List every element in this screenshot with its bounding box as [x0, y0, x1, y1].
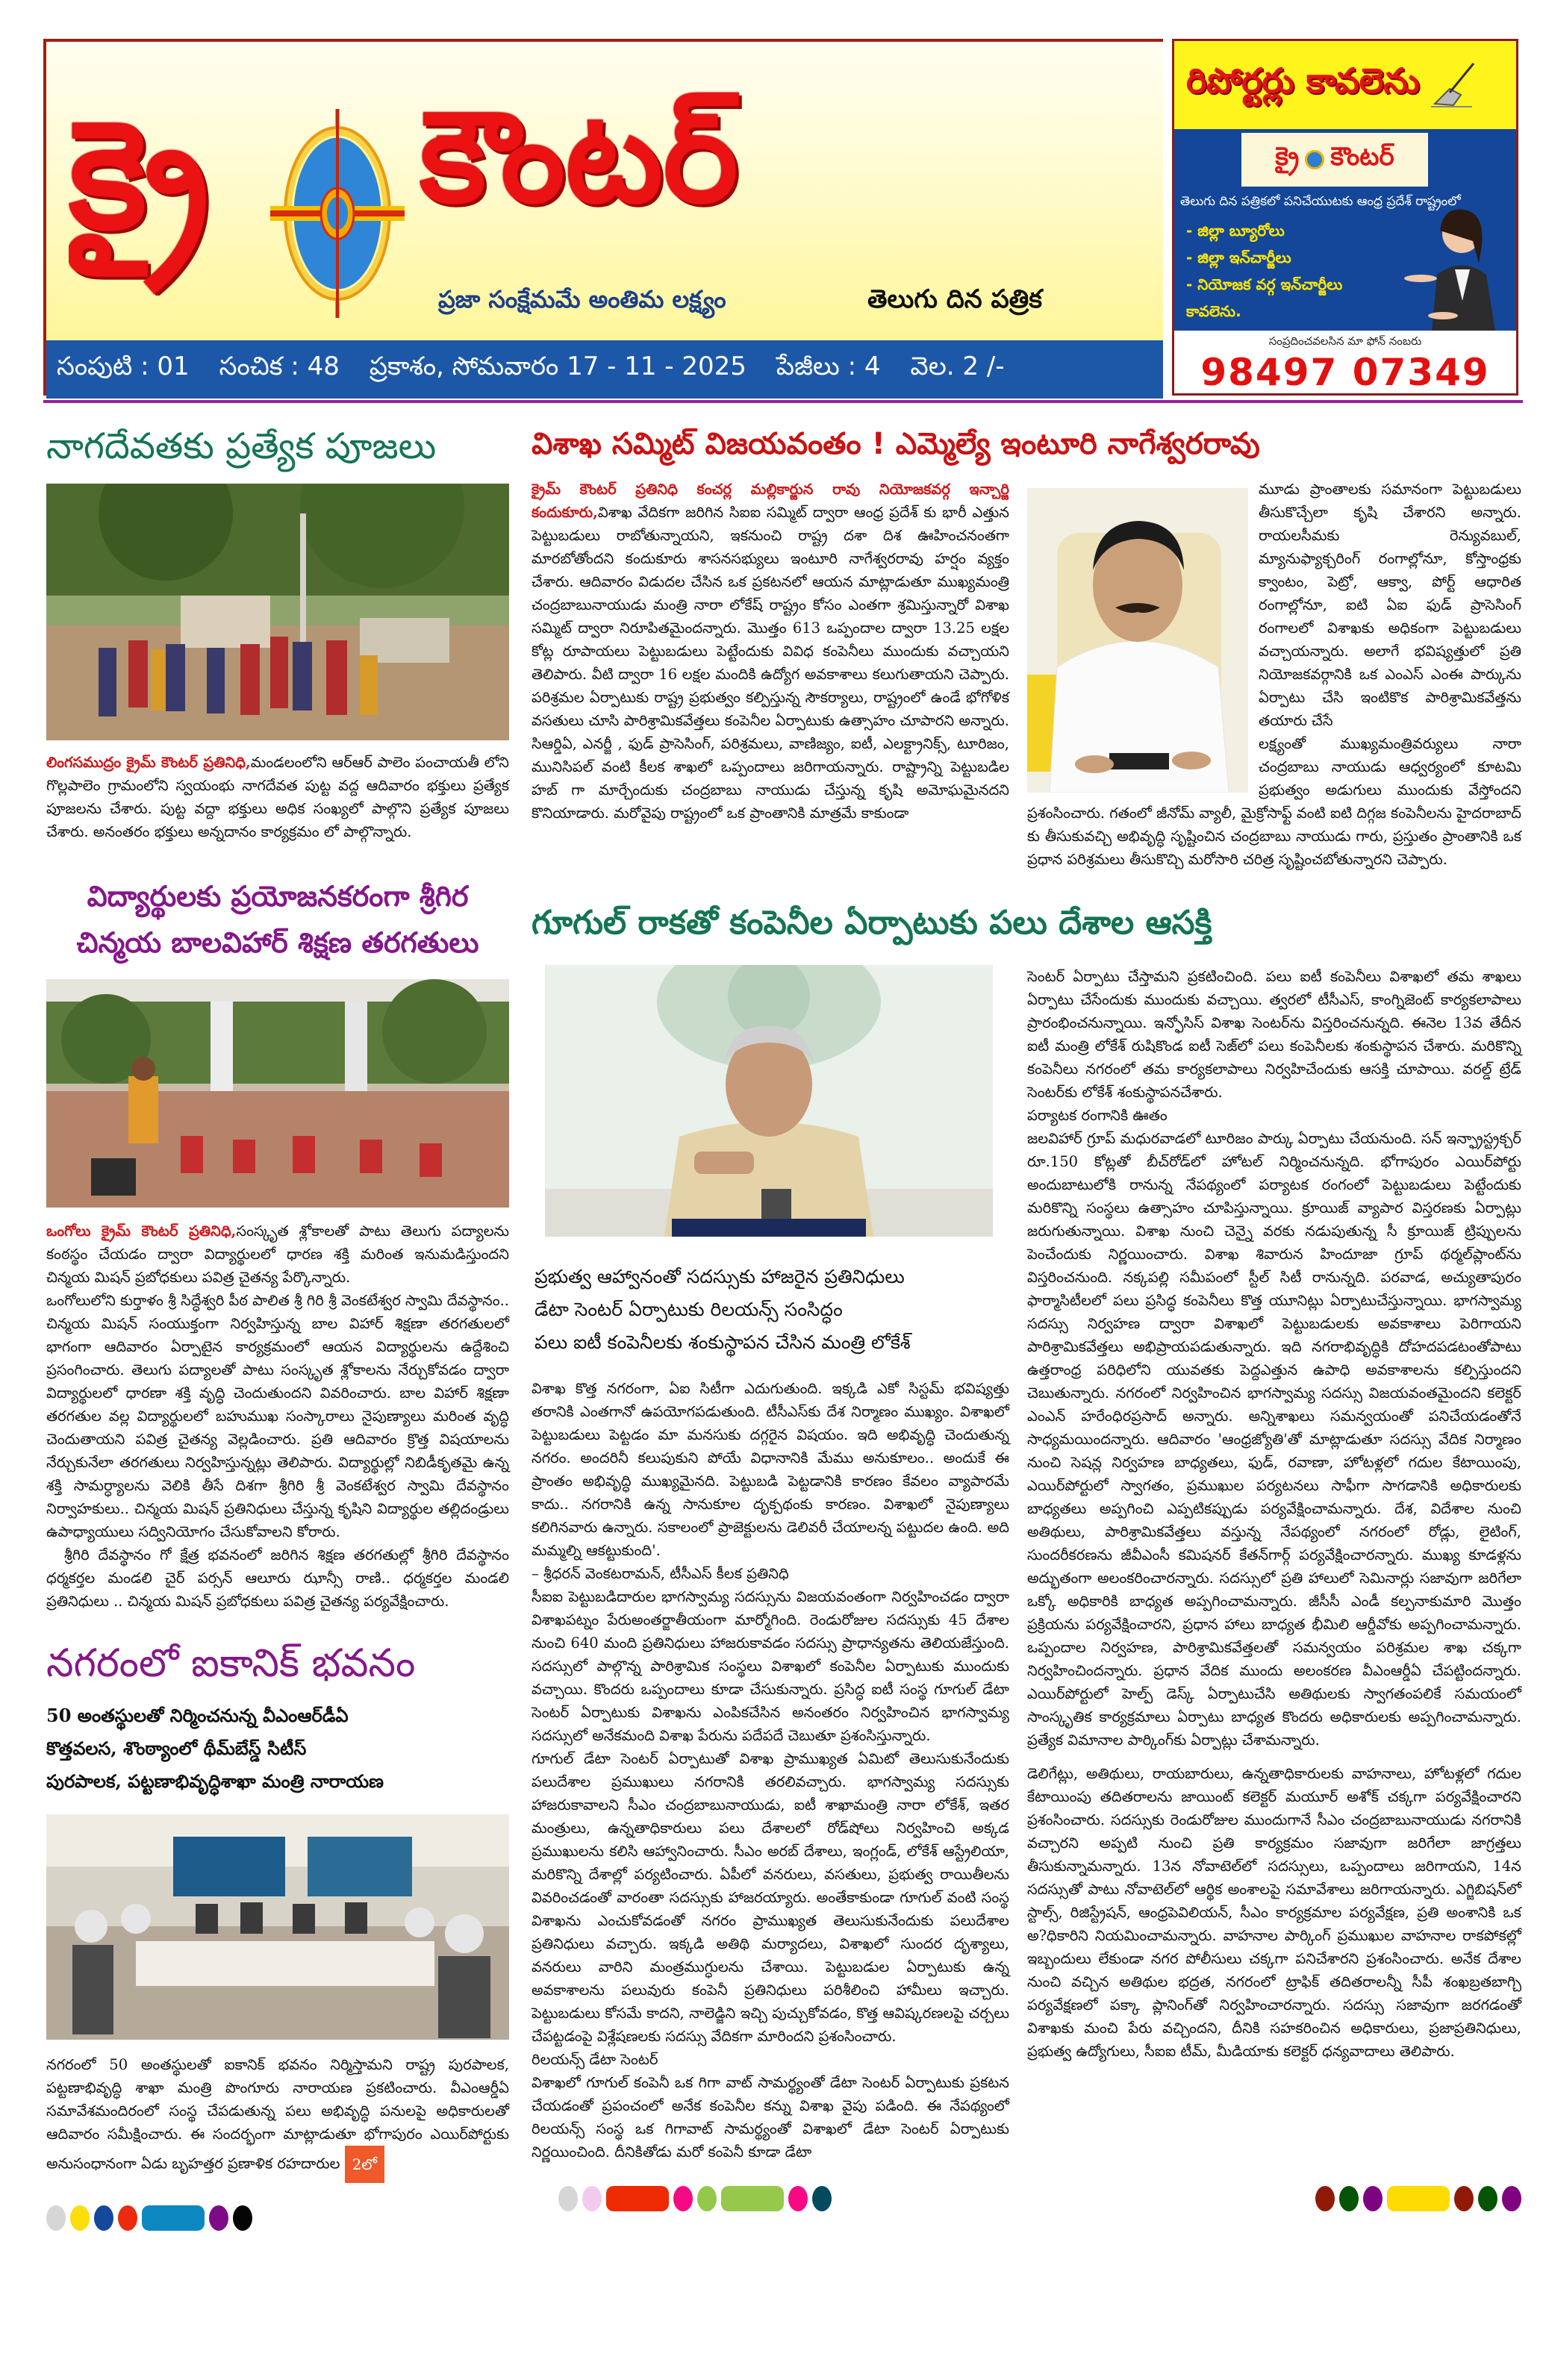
right-news-area: [532, 418, 1521, 2211]
google-subhead: డేటా సెంటర్ ఏర్పాటుకు రిలయన్స్ సంసిద్ధం: [534, 1299, 843, 1320]
iconic-subhead: పురపాలక, పట్టణాభివృద్ధిశాఖా మంత్రి నారాయణ: [46, 1770, 384, 1792]
hand-writing-pen-icon: [1427, 59, 1480, 111]
color-swatch: [118, 2205, 137, 2231]
crosshair-emblem-icon: [270, 109, 405, 318]
ad-position-item: కావలెను.: [1186, 302, 1241, 320]
ad-title: రిపోర్టర్లు కావలెను: [1186, 60, 1420, 101]
iconic-article-body: [46, 2053, 509, 2183]
google-body-paragraph-2: గూగుల్ డేటా సెంటర్ ఏర్పాటుతో విశాఖ ప్రాముఖ్యత ఏమిటో తెలుసుకునేందుకు పలుదేశాల ప్రముఖులు నగరానికి తరలివచ్చారు. భాగస్వామ్య సదస్సుకు హాజరుకావాలని సీఎం చంద్రబాబునాయుడు, ఐటీ శాఖామంత్రి నారా లోకేశ్, ఇతర మంత్రులు, ఉన్నతాధికారులు పలు దేశాలలో రోడ్‌షోలు నిర్వహించి అక్కడ ప్రముఖులను కలిసి ఆహ్వానించారు. సీఎం అరబ్ దేశాలు, ఇంగ్లండ్, లోకేశ్ ఆస్ట్రేలియా, మరికొన్ని దేశాల్లో పర్యటించారు. ఏపీలో వనరులు, వసతులు, ప్రభుత్వ రాయితీలను వివరించడంతో వారంతా సదస్సుకు హాజరయ్యారు. అంతేకాకుండా గూగుల్ వంటి సంస్థ విశాఖను ఎంచుకోవడంతో నగరం ప్రాముఖ్యత తెలుసుకునేందుకు పలుదేశాల ప్రతినిధులు వచ్చారు. ఇక్కడి అతిథి మర్యాదలు, విశాఖలో సుందర దృశ్యాలు, వనరులు వారిని మంత్రముగ్ధులను చేశాయి. పెట్టుబడుల ఏర్పాటుకు ఉన్న అవకాశాలను పలువురు కంపెనీ ప్రతినిధులు పరిశీలించి హామీలు ఇచ్చారు. పెట్టుబడులు కోసమే కాదని, నాలెడ్జిని ఇచ్చి పుచ్చుకోవడం, కొత్త ఆవిష్కరణలపై చర్చలు చేపట్టడంపై విశ్లేషణలకు సదస్సు వేదికగా మారిందని ప్రశంసించారు.: [532, 1750, 1009, 2045]
summit-article: [532, 478, 1521, 871]
color-swatch: [1315, 2186, 1335, 2211]
ad-logo-text-counter: కౌంటర్: [1330, 142, 1394, 172]
ad-position-item: - జిల్లా ఇన్‌చార్జీలు: [1186, 249, 1291, 266]
chinmaya-headline-line2: చిన్మయ బాలవిహార్ శిక్షణ తరగతులు: [76, 926, 479, 959]
reporters-wanted-ad: [1172, 39, 1518, 396]
ad-contact-label: సంప్రదించవలసిన మా ఫోన్ నంబరు: [1268, 334, 1422, 348]
place-date-label: ప్రకాశం, సోమవారం 17 - 11 - 2025: [369, 352, 746, 381]
chinmaya-headline-line1: విద్యార్థులకు ప్రయోజనకరంగా శ్రీగిర: [87, 880, 469, 913]
color-swatch: [1387, 2186, 1450, 2211]
iconic-subheads: [46, 1699, 509, 1798]
issue-info-bar: [46, 340, 1163, 399]
color-swatch: [70, 2205, 90, 2231]
google-headline: గూగుల్ రాకతో కంపెనీల ఏర్పాటుకు పలు దేశాల ఆసక్తి: [532, 904, 1212, 942]
left-column: [46, 418, 509, 2231]
ad-header: [1174, 41, 1516, 129]
color-swatch: [721, 2186, 784, 2211]
volume-label: సంపుటి : 01: [57, 352, 190, 381]
iconic-subhead: కొత్తవలస, శొంఠ్యాంలో థీమ్‌బేస్డ్ సిటీస్: [46, 1737, 307, 1759]
continued-on-page-badge[interactable]: 2లో: [345, 2146, 384, 2183]
google-left-column: [532, 965, 1009, 2164]
ad-logo-text-crime: క్రై: [1275, 142, 1300, 172]
google-body-right-2: జలవిహార్ గ్రూప్ మధురవాడలో టూరిజం పార్కు ఏర్పాటు చేయనుంది. సన్ ఇన్ఫ్రాస్ట్రక్చర్ రూ.150 కోట్లతో బీచ్‌రోడ్‌లో హోటల్ నిర్మించనున్నది. భోగాపురం ఎయిర్‌పోర్టు అందుబాటులోకి రానున్న నేపథ్యంలో పర్యాటక రంగంలో పెట్టుబడులు పెట్టేందుకు మరికొన్ని సంస్థలు ఉత్సాహం చూపిస్తున్నాయి. క్రూయిజ్ వ్యాపార విస్తరణకు ఏర్పాట్లు జరుగుతున్నాయి. విశాఖ నుంచి చెన్నై వరకు నడుపుతున్న సీ క్రూయిజ్ ట్రిప్పులను పెంచేందుకు నిర్ణయించారు. విశాఖ శివారున హిందూజా గ్రూప్ థర్మల్‌ప్లాంట్‌ను విస్తరించనుంది. నక్కపల్లి సమీపంలో స్టీల్ సిటీ రానున్నది. పరవాడ, అచ్యుతాపురం ఫార్మాసిటీలలో పలు ప్రసిద్ధ కంపెనీలు కొత్త యూనిట్లు ఏర్పాటుచేస్తున్నాయి. భాగస్వామ్య సదస్సు నిర్వహణ ద్వారా విశాఖలో పెట్టుబడులకు అవకాశాలు పెరిగాయని పారిశ్రామికవేత్తలు అభిప్రాయపడుతున్నారు. ఇది నగరాభివృద్ధికి దోహదపడటంతోపాటు ఉత్తరాంధ్ర పరిధిలోని యువతకు పెద్దఎత్తున ఉపాధి అవకాశాలను కల్పిస్తుందని చెబుతున్నారు. నగరంలో నిర్వహించిన భాగస్వామ్య సదస్సు విజయవంతమైందని కలెక్టర్ ఎంఎన్ హరేంధిరప్రసాద్ అన్నారు. అన్నిశాఖలు సమన్వయంతో పనిచేయడంతోనే సాధ్యమయిందన్నారు. ఆదివారం 'ఆంధ్రజ్యోతి'తో మాట్లాడుతూ సదస్సు వేదిక నిర్మాణం నుంచి సెషన్ల నిర్వహణ బాధ్యతలు, ఫుడ్, రవాణా, హోటళ్లలో గదుల కేటాయింపు, ఎయిర్‌పోర్టులో స్వాగతం, ప్రముఖుల పర్యటనలు సాఫీగా సాగడానికి అధికారులకు బాధ్యతలు అప్పగించి ఎప్పటికప్పుడు పర్యవేక్షించామన్నారు. దేశ, విదేశాల నుంచి అతిథులు, పారిశ్రామికవేత్తలు వస్తున్న నేపథ్యంలో నగరంలో రోడ్లు, లైటింగ్, సుందరీకరణను జీవీఎంసీ కమిషనర్ కేతన్‌గార్గ్ పర్యవేక్షించారన్నారు. ముఖ్య కూడళ్లను అద్భుతంగా అలంకరించారన్నారు. సదస్సులో ప్రతి హాలులో సెమినార్లు సజావుగా జరిగేలా ఒక్కో అధికారికి బాధ్యత అప్పగించామన్నారు. జీసీసీ ఎండీ కల్పనాకుమారి మొత్తం ప్రక్రియను పర్యవేక్షించారని, ప్రధాన హాలు బాధ్యత భీమిలి ఆర్డీవోకు అప్పగించామన్నారు. ఒప్పందాల నిర్వహణ, పారిశ్రామికవేత్తలతో సమన్వయం పరిశ్రమల శాఖ చక్కగా నిర్వహించిందన్నారు. ప్రధాన వేదిక ముందు అలంకరణ వీఎంఆర్డీఏ చేపట్టిందన్నారు. ఎయిర్‌పోర్టులో హెల్ప్ డెస్క్ ఏర్పాటుచేసి అతిథులకు స్వాగతంపలికే సమయంలో సాంస్కృతిక కార్యక్రమాలు ఏర్పాటు బాధ్యత కొందరు అధికారులకు అప్పగించామన్నారు. ప్రత్యేక విమానాల పార్కింగ్‌కు ఏర్పాట్లు చేశామన్నారు.: [1027, 1130, 1521, 1749]
ad-logo-emblem-icon: [1305, 150, 1324, 169]
google-right-column: [1027, 965, 1521, 2164]
masthead-banner: [46, 42, 1163, 340]
balavihar-class-photo: [46, 979, 509, 1208]
color-swatch: [1363, 2186, 1383, 2211]
color-swatch: [1339, 2186, 1359, 2211]
google-body-right-1: సెంటర్ ఏర్పాటు చేస్తామని ప్రకటించింది. పలు ఐటీ కంపెనీలు విశాఖలో తమ శాఖలు ఏర్పాటు చేసేందుకు ముందుకు వచ్చాయి. త్వరలో టీసీఎస్, కాంగ్నిజెంట్ కార్యకలాపాలు ప్రారంభించనున్నాయి. ఇన్ఫోసిస్ విశాఖ సెంటర్‌ను విస్తరించనున్నది. ఈనెల 13వ తేదీన ఐటీ మంత్రి లోకేశ్ రుషికొండ ఐటీ సెజ్‌లో పలు కంపెనీలకు శంకుస్థాపన చేశారు. మరికొన్ని కంపెనీలు నగరంలో తమ కార్యకలాపాలు నిర్వహిచేందుకు ఆసక్తి చూపాయి. వరల్డ్ ట్రేడ్ సెంటర్‌కు లోకేశ్ శంకుస్థాపనచేశారు.: [1027, 968, 1521, 1101]
color-swatch: [1454, 2186, 1474, 2211]
google-body-right-3: డెలిగేట్లు, అతిథులు, రాయబారులు, ఉన్నతాధికారులకు వాహనాలు, హోటళ్లలో గదుల కేటాయింపు తదితరాలను జాయింట్ కలెక్టర్ మయూర్ అశోక్ చక్కగా పర్యవేక్షించారని ప్రశంసించారు. సదస్సుకు రెండురోజుల ముందుగానే సీఎం చంద్రబాబునాయుడు నగరానికి వచ్చారని అప్పటి నుంచి ప్రతి కార్యక్రమం సజావుగా జరిగేలా జాగ్రత్తలు తీసుకున్నామన్నారు. 13న నోవాటెల్‌లో సదస్సులు, ఒప్పందాలు జరిగాయని, 14న సదస్సుతో పాటు నోవాటెల్‌లో ఆర్థిక అంశాలపై సమావేశాలు జరిగాయన్నారు. ఎగ్జిబిషన్‌లో స్టాల్స్, రిజిస్ట్రేషన్, ఆంధ్రపెవిలియన్, సీఎం కార్యక్రమాల పర్యవేక్షణ, ప్రతి అంశానికి ఒక అ?ధికారిని నియమించామన్నారు. వాహనాల పార్కింగ్ ప్రముఖుల వాహనాల రాకపోకల్లో ఇబ్బందులు లేకుండా నగర పోలీసులు చక్కగా పనిచేశారని ప్రశంసించారు. అనేక దేశాల నుంచి వచ్చిన అతిథుల భద్రత, నగరంలో ట్రాఫిక్ తదితరాలన్నీ సీపీ శంఖబ్రతబాగ్చి పర్యవేక్షణలో పక్కా ప్లానింగ్‌తో నిర్వహించారన్నారు. సదస్సు సజావుగా జరగడంతో విశాఖకు మంచి పేరు వచ్చిందని, దీనికి సహకరించిన అధికారులు, ప్రజాప్రతినిధులు, ప్రభుత్వ ఉద్యోగులు, సీఐఐ టీమ్, మీడియాకు కలెక్టర్ ధన్యవాదాలు తెలిపారు.: [1027, 1765, 1521, 2060]
naga-headline: నాగదేవతకు ప్రత్యేక పూజలు: [46, 425, 437, 467]
color-swatch: [697, 2186, 717, 2211]
ad-position-item: - నియోజక వర్గ ఇన్‌చార్జీలు: [1186, 275, 1343, 293]
summit-right-column: [1027, 478, 1521, 871]
registration-color-strip-left: [46, 2205, 252, 2231]
pages-label: పేజీలు : 4: [776, 352, 881, 381]
summit-article-body: [532, 478, 1009, 825]
summit-headline: విశాఖ సమ్మిట్ విజయవంతం ! ఎమ్మెల్యే ఇంటూరి నాగేశ్వరరావు: [532, 427, 1260, 461]
registration-strip-row-left: [46, 2205, 509, 2231]
color-swatch: [1502, 2186, 1521, 2211]
color-swatch: [46, 2205, 66, 2231]
naga-body-text: మండలంలోని ఆర్‌ఆర్ పాలెం పంచాయతీ లోని గొల్లపాలెం గ్రామంలోని స్వయంభు నాగదేవత పుట్ట వద్ద ఆదివారం భక్తులు ప్రత్యేక పూజలను చేశారు. పుట్ట వద్దా భక్తులు అధిక సంఖ్యలో పాల్గొని ప్రత్యేక పూజలు చేశారు. అనంతరం భక్తులు అన్నదానం కార్యక్రమం లో పాల్గొన్నారు.: [46, 754, 509, 840]
chinmaya-dateline: ఒంగోలు క్రైమ్ కౌంటర్ ప్రతినిధి,: [46, 1222, 237, 1240]
registration-color-strip-center: [558, 2186, 832, 2211]
chinmaya-headline: [46, 873, 509, 966]
iconic-subhead: 50 అంతస్థులతో నిర్మించనున్న వీఎంఆర్‌డీఏ: [46, 1705, 349, 1726]
ad-contact: [1174, 331, 1516, 396]
ad-body: [1174, 129, 1516, 331]
google-subhead: పలు ఐటీ కంపెనీలకు శంకుస్థాపన చేసిన మంత్రి లోకేశ్: [534, 1331, 911, 1353]
google-body-paragraph-1: సీఐఐ పెట్టుబడిదారుల భాగస్వామ్య సదస్సును విజయవంతంగా నిర్వహించడం ద్వారా విశాఖపట్నం పేరుఅంతర్జాతీయంగా మార్మోగింది. రెండురోజుల సదస్సుకు 45 దేశాల నుంచి 640 మంది ప్రతినిధులు హాజరుకావడం సదస్సు ప్రాధాన్యతను తెలియజేస్తుంది. సదస్సులో పాల్గొన్న పారిశ్రామిక సంస్థలు విశాఖలో కంపెనీల ఏర్పాటుకు ముందుకు వచ్చాయి. కొందరు ఒప్పందాలు కూడా చేసుకున్నారు. ప్రసిద్ధ ఐటీ సంస్థ గూగుల్ డేటా సెంటర్ ఏర్పాటుకు విశాఖను ఎంపికచేసిన అనంతరం నిర్వహించిన భాగస్వామ్య సదస్సులో అనేకమంది విశాఖ పేరును పదేపదే చెబుతూ ప్రశంసిస్తున్నారు.: [532, 1588, 1009, 1744]
iconic-body-text: నగరంలో 50 అంతస్థులతో ఐకానిక్ భవనం నిర్మిస్తామని రాష్ట్ర పురపాలక, పట్టణాభివృద్ధి శాఖా మంత్రి పొంగూరు నారాయణ ప్రకటించారు. వీఎంఆర్డీఏ సమావేశమందిరంలో సంస్థ చేపడుతున్న పలు అభివృద్ధి పనులపై అధికారులతో ఆదివారం సమీక్షించారు. ఈ సందర్భంగా మాట్లాడుతూ భోగాపురం ఎయిర్‌పోర్టుకు అనుసంధానంగా ఏడు బృహత్తర ప్రణాళిక రహదారుల: [46, 2056, 509, 2173]
ad-logo: [1241, 133, 1428, 187]
color-swatch: [606, 2186, 669, 2211]
color-swatch: [788, 2186, 808, 2211]
iconic-headline: నగరంలో ఐకానిక్ భవనం: [46, 1641, 416, 1686]
color-swatch: [233, 2205, 252, 2231]
reliance-subheading: రిలయన్స్ డేటా సెంటర్: [532, 2051, 658, 2068]
google-subheads: [532, 1261, 1009, 1359]
chinmaya-body-paragraph-2: ఒంగోలులోని కుర్తాళం శ్రీ సిద్ధేశ్వరి పీఠ పాలిత శ్రీ గిరి శ్రీ వెంకటేశ్వర స్వామి దేవస్థానం.. చిన్మయ మిషన్ సంయుక్తంగా నిర్వహిస్తున్న బాల విహార్ శిక్షణా తరగతులలో భాగంగా ఆదివారం ఏర్పాటైన కార్యక్రమంలో ఆయన విద్యార్థులను ఉద్దేశించి ప్రసంగించారు. తెలుగు పద్యాలతో పాటు సంస్కృత శ్లోకాలను నేర్చుకోవడం ద్వారా విద్యార్థులలో ధారణా శక్తి వృద్ధి చెందుతుందని వివరించారు. బాల విహార్ శిక్షణా తరగతుల వల్ల విద్యార్థులలో బహుముఖ సంస్కారాలు నైపుణ్యాలు మరింత వృద్ధి చెందుతాయని పవిత్ర చైతన్య వెల్లడించారు. ప్రతి ఆదివారం క్రొత్త విషయాలను నేర్చుకునేలా తరగతులు నిర్వహిస్తున్నట్లు తెలిపారు. విద్యార్థుల్లో నిబిడీకృతమై ఉన్న శక్తి సామర్ధ్యాలను వెలికి తీసే దిశగా శ్రీగిరి శ్రీ వెంకటేశ్వర స్వామి దేవస్థానం నిర్వాహకులు.. చిన్మయ మిషన్ ప్రతినిధులు చేస్తున్న కృషిని విద్యార్థుల తల్లిదండ్రులు ఉపాధ్యాయులు సద్వినియోగం చేసుకోవాలని కోరారు.: [46, 1292, 510, 1540]
color-swatch: [209, 2205, 228, 2231]
chinmaya-body-text: సంస్కృత శ్లోకాలతో పాటు తెలుగు పద్యాలను కంఠస్థం చేయడం ద్వారా విద్యార్థులలో ధారణ శక్తి మరింత ఇనుమడిస్తుందని చిన్మయ మిషన్ ప్రబోధకులు పవిత్ర చైతన్య పేర్కొన్నారు.: [46, 1222, 509, 1286]
logo-text-crime: క్రై: [69, 89, 210, 263]
chinmaya-body-paragraph-3: శ్రీగిరి దేవస్థానం గో క్షేత్ర భవనంలో జరిగిన శిక్షణ తరగతుల్లో శ్రీగిరి దేవస్థానం ధర్మకర్తల మండలి చైర్ పర్సన్ ఆలూరు ఝాన్సీ రాణి.. ధర్మకర్తల మండలి ప్రతినిధులు .. చిన్మయ మిషన్ ప్రబోధకులు పవిత్ర చైతన్య పర్యవేక్షించారు.: [46, 1546, 509, 1610]
registration-color-strip-right: [1315, 2186, 1521, 2211]
price-label: వెల. 2 /-: [910, 352, 1005, 381]
google-quote-attribution: – శ్రీధరన్ వెంకటరామన్, టీసీఎస్ కీలక ప్రతినిధి: [532, 1565, 789, 1582]
issue-label: సంచిక : 48: [219, 352, 340, 381]
logo-text-counter: కౌంటర్: [420, 84, 739, 231]
summit-left-column: [532, 478, 1009, 871]
tourism-subheading: పర్యాటక రంగానికి ఊతం: [1027, 1107, 1168, 1124]
summit-body-right: మూడు ప్రాంతాలకు సమానంగా పెట్టుబడులు తీసుకొచ్చేలా కృషి చేశారని అన్నారు. రాయలసీమకు రెన్యువబుల్, మ్యానుఫ్యాక్చరింగ్ రంగాల్లోనూ, కోస్తాంధ్రకు క్వాంటం, పెట్రో, ఆక్వా, పోర్ట్ ఆధారిత రంగాల్లోనూ, ఐటి ఏఐ ఫుడ్ ప్రాసెసింగ్ రంగాలలో విశాఖకు అధికంగా పెట్టుబడులు వచ్చాయన్నారు. అలాగే భవిష్యత్తులో ప్రతి నియోజకవర్గానికి ఒక ఎంఎస్ ఎంఈ పార్కును ఏర్పాటు చేసి ఇంటికొక పారిశ్రామికవేత్తను తయారు చేసే: [1259, 481, 1521, 729]
summit-dateline: క్రైమ్ కౌంటర్ ప్రతినిధి కంచర్ల మల్లికార్జున రావు నియోజకవర్గ ఇన్చార్జి కందుకూరు,: [532, 481, 1009, 521]
color-swatch: [582, 2186, 602, 2211]
color-swatch: [558, 2186, 578, 2211]
google-quote: విశాఖ కొత్త నగరంగా, ఏఐ సిటీగా ఎదుగుతుంది. ఇక్కడి ఎకో సిస్టమ్ భవిష్యత్తు తరానికి ఎంతగానో ఉపయోగపడుతుంది. టీసీఎస్‌కు దేశ నిర్మాణం ముఖ్యం. విశాఖలో పెట్టుబడులు పెట్టడం మా మనసుకు దగ్గరైన విషయం. ఇది అభివృద్ధి చెందుతున్న నగరం. అందరినీ కలుపుకుని పోయే విధానానికి మేము అనుకూలం.. అందుకే ఈ ప్రాంతం అభివృద్ధి ముఖ్యమైనది. పెట్టుబడి పెట్టడానికి కారణం కేవలం వ్యాపారమే కాదు.. నగరానికి ఉన్న సానుకూల దృక్పథంకు కారణం. విశాఖలో నైపుణ్యాలు కలిగినవారు ఉన్నారు. సకాలంలో ప్రాజెక్టులను డెలివరీ చేయాలన్న పట్టుదల ఉంది. అది మమ్మల్ని ఆకట్టుకుంది'.: [532, 1380, 1009, 1559]
masthead: [43, 39, 1163, 396]
color-swatch: [142, 2205, 205, 2231]
naga-dateline: లింగసముద్రం క్రైమ్ కౌంటర్ ప్రతినిధి,: [46, 754, 251, 771]
masthead-divider: [43, 400, 1523, 403]
color-swatch: [94, 2205, 113, 2231]
mla-portrait-photo: [1027, 488, 1248, 793]
ad-positions-list: [1186, 217, 1380, 325]
naga-puja-photo: [46, 484, 509, 740]
color-swatch: [812, 2186, 832, 2211]
summit-body-bottom: లక్ష్యంతో ముఖ్యమంత్రివర్యులు నారా చంద్రబాబు నాయుడు ఆధ్వర్యంలో కూటమి ప్రభుత్వం అడుగులు ముందుకు వేస్తోందని ప్రశంసించారు. గతంలో జీనోమ్ వ్యాలీ, మైక్రోసాఫ్ట్ వంటి ఐటి దిగ్గజ కంపెనీలను హైదరాబాద్ కు తీసుకువచ్చి అభివృద్ధి సృష్టించిన చంద్రబాబు నాయుడు గారు, ప్రస్తుతం ప్రాంతానికి ఒక ప్రధాన పరిశ్రమలు తీసుకొచ్చి మరోసారి చరిత్ర సృష్టించబోతున్నారని చెప్పారు.: [1027, 735, 1521, 868]
ad-model-photo: [1391, 204, 1503, 331]
summit-body-text: విశాఖ వేదికగా జరిగిన సిఐఐ సమ్మిట్ ద్వారా ఆంధ్ర ప్రదేశ్ కు భారీ ఎత్తున పెట్టుబడులు రాబోతున్నాయని, ఇకనుంచి రాష్ట్ర దశా దిశ ఊహించనంతగా మారబోతోందని కందుకూరు శాసనసభ్యులు ఇంటూరి నాగేశ్వరరావు హర్షం వ్యక్తం చేశారు. ఆదివారం విడుదల చేసిన ఒక ప్రకటనలో ఆయన మాట్లాడుతూ ముఖ్యమంత్రి చంద్రబాబునాయుడు మంత్రి నారా లోకేష్ రాష్ట్రం కోసం ఎంతగా శ్రమిస్తున్నారో విశాఖ సమ్మిట్ ద్వారా నిరూపితమైందన్నారు. మొత్తం 613 ఒప్పందాల ద్వారా 13.25 లక్షల కోట్ల రూపాయలు పెట్టుబడులు పెట్టేందుకు వివిధ కంపెనీలు ముందుకు వచ్చాయని తెలిపారు. వీటి ద్వారా 16 లక్షల మందికి ఉద్యోగ అవకాశాలు కలుగుతాయని చెప్పారు. పరిశ్రమల ఏర్పాటుకు రాష్ట్ర ప్రభుత్వం కల్పిస్తున్న సౌకర్యాలు, రాష్ట్రంలో ఉండే భోగోళిక వసతులు చూసి పారిశ్రామికవేత్తలు కంపెనీల ఏర్పాటుకు ఉత్సాహం చూపారని అన్నారు. సిఆర్డిఏ, ఎనర్జీ , ఫుడ్ ప్రాసెసింగ్, పరిశ్రమలు, వాణిజ్యం, ఐటీ, ఎలక్ట్రానిక్స్, టూరిజం, మునిసిపల్ వంటి కీలక శాఖలో ఒప్పందాలు జరిగాయన్నారు. రాష్ట్రాన్ని పెట్టుబడిల హబ్ గా మార్చేందుకు చంద్రబాబు నాయుడు చేస్తున్న కృషి అమోఘమైనదని కొనియాడారు. మరోవైపు రాష్ట్రంలో ఒక ప్రాంతానికి మాత్రమే కాకుండా: [532, 504, 1009, 822]
registration-strip-row-right: [532, 2186, 1521, 2211]
chinmaya-article-body: [46, 1219, 509, 1289]
google-body-paragraph-3: విశాఖలో గూగుల్ కంపెనీ ఒక గిగా వాట్ సామర్థ్యంతో డేటా సెంటర్ ఏర్పాటుకు ప్రకటన చేయడంతో ప్రపంచంలో అనేక కంపెనీల కన్ను విశాఖ వైపు పడింది. ఈ నేపథ్యంలో రిలయన్స్ సంస్థ ఒక గిగావాట్ సామర్థ్యంతో విశాఖలో డేటా సెంటర్ ఏర్పాటుకు నిర్ణయించింది. దీనికితోడు మరో కంపెనీ కూడా డేటా: [532, 2074, 1009, 2161]
naga-article-body: [46, 751, 509, 843]
ad-position-item: - జిల్లా బ్యూరోలు: [1186, 222, 1285, 240]
ad-phone-number[interactable]: 98497 07349: [1200, 351, 1490, 394]
masthead-tagline: ప్రజా సంక్షేమమే అంతిమ లక్ష్యం: [438, 285, 726, 313]
chief-minister-photo: [545, 965, 993, 1237]
ad-description: తెలుగు దిన పత్రికలో పనిచేయుటకు ఆంధ్ర ప్రదేశ్ రాష్ట్రంలో: [1180, 194, 1461, 209]
color-swatch: [673, 2186, 693, 2211]
google-subhead: ప్రభుత్వ ఆహ్వానంతో సదస్సుకు హాజరైన ప్రతినిధులు: [534, 1266, 905, 1287]
color-swatch: [1478, 2186, 1497, 2211]
vmrda-meeting-photo: [46, 1814, 509, 2040]
masthead-subtitle: తెలుగు దిన పత్రిక: [867, 284, 1042, 314]
google-article: [532, 965, 1521, 2164]
